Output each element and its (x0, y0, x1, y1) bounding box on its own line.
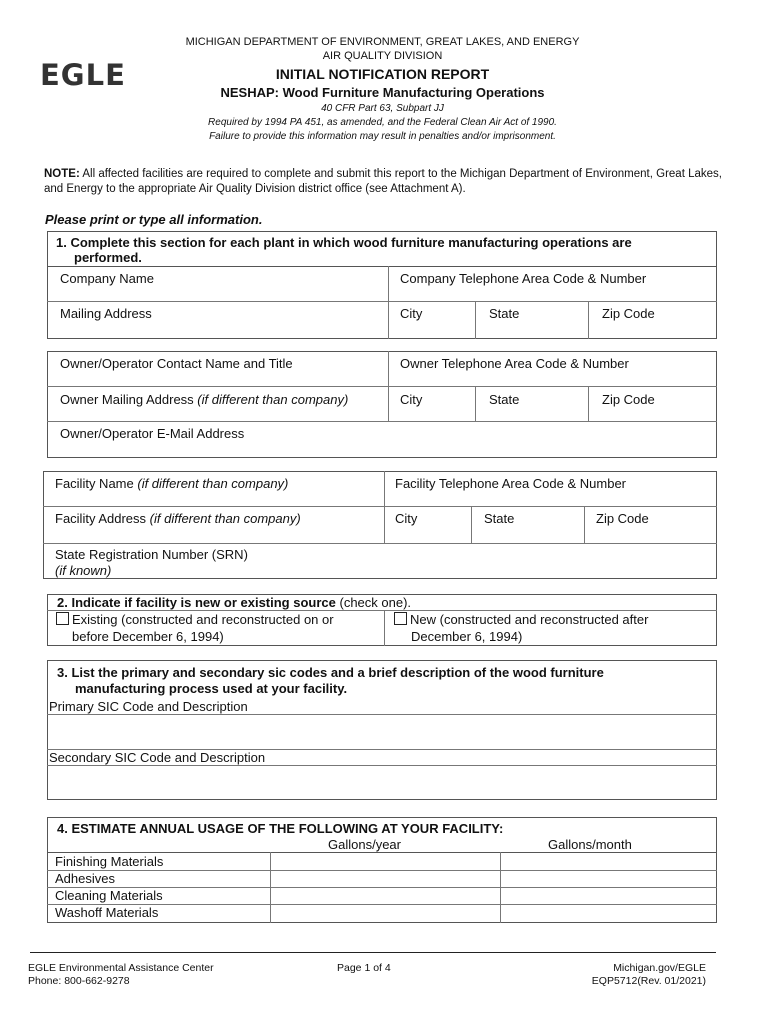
primary-sic-label: Primary SIC Code and Description (49, 699, 248, 714)
facility-address-field[interactable]: Facility Address (if different than company) (55, 511, 301, 526)
new-source-option[interactable]: New (constructed and reconstructed after (394, 612, 648, 627)
section3-heading-line1: 3. List the primary and secondary sic codes and a brief description of the wood furniture (57, 665, 604, 680)
owner-city-field[interactable]: City (400, 392, 423, 407)
facility-city-field[interactable]: City (395, 511, 418, 526)
owner-zip-field[interactable]: Zip Code (602, 392, 655, 407)
new-checkbox[interactable] (394, 612, 407, 625)
company-zip-field[interactable]: Zip Code (602, 306, 655, 321)
owner-contact-field[interactable]: Owner/Operator Contact Name and Title (60, 356, 293, 371)
existing-checkbox[interactable] (56, 612, 69, 625)
adhesives-year-input[interactable] (271, 871, 499, 886)
footer-site[interactable]: Michigan.gov/EGLE (613, 962, 706, 974)
footer-phone: Phone: 800-662-9278 (28, 975, 130, 987)
section1-heading-line1: 1. Complete this section for each plant in which wood furniture manufacturing operations are (56, 235, 632, 250)
washoff-year-input[interactable] (271, 905, 499, 922)
owner-phone-field[interactable]: Owner Telephone Area Code & Number (400, 356, 629, 371)
secondary-sic-input[interactable] (48, 766, 716, 799)
washoff-month-input[interactable] (501, 905, 716, 922)
mailing-address-field[interactable]: Mailing Address (60, 306, 152, 321)
penalty-warning: Failure to provide this information may result in penalties and/or imprisonment. (209, 131, 556, 142)
existing-source-option[interactable]: Existing (constructed and reconstructed on or (56, 612, 334, 627)
usage-row-label: Adhesives (55, 871, 115, 886)
col-gallons-year: Gallons/year (328, 837, 401, 852)
department-name: MICHIGAN DEPARTMENT OF ENVIRONMENT, GREAT LAKES, AND ENERGY (185, 36, 580, 48)
footer-divider (30, 952, 716, 953)
finishing-month-input[interactable] (501, 853, 716, 869)
adhesives-month-input[interactable] (501, 871, 716, 886)
owner-state-field[interactable]: State (489, 392, 520, 407)
note-label: NOTE: (44, 168, 80, 180)
facility-phone-field[interactable]: Facility Telephone Area Code & Number (395, 476, 626, 491)
col-gallons-month: Gallons/month (548, 837, 632, 852)
note-text: All affected facilities are required to complete and submit this report to the Michigan Department of Environment, Great Lakes, and Energy to the appropriate Air Quality Division district office (see Attachment A). (44, 168, 722, 195)
page-number: Page 1 of 4 (337, 962, 391, 974)
company-city-field[interactable]: City (400, 306, 423, 321)
cleaning-year-input[interactable] (271, 888, 499, 903)
usage-row-label: Washoff Materials (55, 905, 159, 920)
primary-sic-input[interactable] (48, 715, 716, 748)
page-title: INITIAL NOTIFICATION REPORT (275, 66, 490, 82)
legal-requirement: Required by 1994 PA 451, as amended, and the Federal Clean Air Act of 1990. (208, 117, 557, 128)
note-paragraph (44, 167, 724, 197)
cfr-reference: 40 CFR Part 63, Subpart JJ (321, 103, 444, 114)
srn-note: (if known) (55, 563, 112, 578)
facility-zip-field[interactable]: Zip Code (596, 511, 649, 526)
srn-field[interactable]: State Registration Number (SRN) (55, 547, 248, 562)
new-source-option-line2: December 6, 1994) (411, 629, 523, 644)
form-number: EQP5712(Rev. 01/2021) (591, 975, 706, 987)
section1-heading-line2: performed. (74, 250, 142, 265)
cleaning-month-input[interactable] (501, 888, 716, 903)
section4-heading: 4. ESTIMATE ANNUAL USAGE OF THE FOLLOWING AT YOUR FACILITY: (57, 821, 504, 836)
facility-state-field[interactable]: State (484, 511, 515, 526)
owner-mailing-field[interactable]: Owner Mailing Address (if different than company) (60, 392, 349, 407)
secondary-sic-label: Secondary SIC Code and Description (49, 750, 266, 765)
facility-name-field[interactable]: Facility Name (if different than company) (55, 476, 289, 491)
instruction: Please print or type all information. (45, 212, 263, 227)
footer-center-name: EGLE Environmental Assistance Center (28, 962, 214, 974)
division-name: AIR QUALITY DIVISION (322, 50, 443, 62)
finishing-year-input[interactable] (271, 853, 499, 869)
page-subtitle: NESHAP: Wood Furniture Manufacturing Operations (220, 85, 545, 100)
usage-row-label: Finishing Materials (55, 854, 164, 869)
existing-source-option-line2: before December 6, 1994) (72, 629, 224, 644)
company-phone-field[interactable]: Company Telephone Area Code & Number (400, 271, 647, 286)
usage-row-label: Cleaning Materials (55, 888, 163, 903)
company-state-field[interactable]: State (489, 306, 520, 321)
section2-heading: 2. Indicate if facility is new or existing source (check one). (57, 595, 412, 610)
egle-logo: EGLE (40, 58, 126, 92)
owner-email-field[interactable]: Owner/Operator E-Mail Address (60, 426, 245, 441)
section3-heading-line2: manufacturing process used at your facility. (75, 681, 348, 696)
company-name-field[interactable]: Company Name (60, 271, 154, 286)
